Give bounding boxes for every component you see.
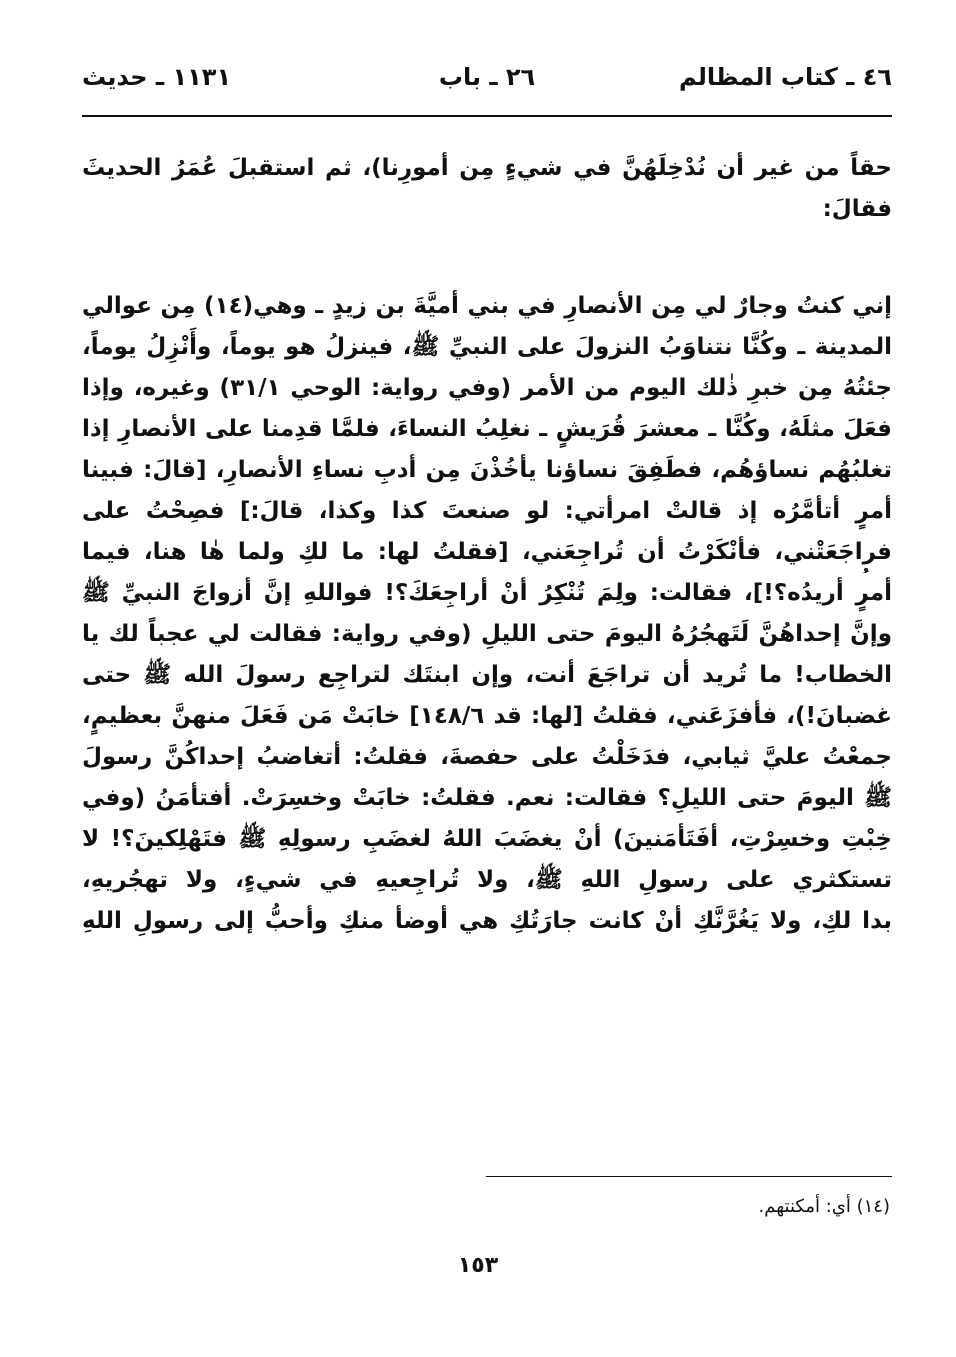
paragraph-2 — [82, 286, 892, 942]
text-line: ﷺ اليومَ حتى الليلِ؟ فقالت: نعم. فقلتُ: خابَتْ وخسِرَتْ. أفتأمَنُ (وفي — [82, 785, 892, 811]
header-book-title: ٤٦ ـ كتاب المظالم — [679, 63, 892, 91]
text-line: بدا لكِ، ولا يَغُرَّنَّكِ أنْ كانت جارَتُكِ هي أوضأ منكِ وأحبُّ إلى رسولِ اللهِ — [82, 908, 892, 934]
footnote: (١٤) أي: أمكنتهم. — [758, 1196, 890, 1217]
text-line: فقالَ: — [822, 196, 892, 222]
text-line: أمرٍ أريدُه؟!]، فقالت: ولِمَ تُنْكِرُ أنْ أراجِعَكَ؟! فواللهِ إنَّ أزواجَ النبيِّ ﷺ — [82, 580, 892, 606]
text-line: الخطاب! ما تُريد أن تراجَعَ أنت، وإن ابنتَك لتراجِع رسولَ الله ﷺ حتى — [82, 662, 892, 688]
paragraph-1 — [82, 148, 892, 230]
text-line: خِبْتِ وخسِرْتِ، أفَتَأمَنينَ) أنْ يغضَبَ اللهُ لغضَبِ رسولِهِ ﷺ فتَهْلِكينَ؟! لا — [82, 826, 892, 852]
text-line: تستكثري على رسولِ اللهِ ﷺ، ولا تُراجِعيهِ في شيءٍ، ولا تهجُريهِ، — [82, 867, 892, 893]
text-line: غضبانَ!)، فأفزَعَني، فقلتُ [لها: قد ١٤٨/٦] خابَتْ مَن فَعَلَ منهنَّ بعظيمٍ، — [82, 703, 892, 729]
text-line: إني كنتُ وجارٌ لي مِن الأنصارِ في بني أميَّةَ بن زيدٍ ـ وهي(١٤) مِن عوالي — [82, 293, 892, 319]
text-line: وإنَّ إحداهُنَّ لَتَهجُرُهُ اليومَ حتى الليلِ (وفي رواية: فقالت لي عجباً لك يا — [82, 621, 892, 647]
text-line: فراجَعَتْني، فأنْكَرْتُ أن تُراجِعَني، [فقلتُ لها: ما لكِ ولما هٰا هنا، فيما — [82, 539, 892, 565]
text-line: أمرٍ أتأمَّرُه إذ قالتْ امرأتي: لو صنعتَ كذا وكذا، قالَ:] فصِحْتُ على — [82, 498, 892, 524]
running-header — [82, 52, 892, 104]
text-line: فعَلَ مثلَهُ، وكُنَّا ـ معشرَ قُرَيشٍ ـ نغلِبُ النساءَ، فلمَّا قدِمنا على الأنصارِ إذا — [82, 416, 892, 442]
text-line: المدينة ـ وكُنَّا نتناوَبُ النزولَ على النبيِّ ﷺ، فينزلُ هو يوماً، وأَنْزِلُ يوماً، — [82, 334, 892, 360]
page-number: ١٥٣ — [457, 1253, 499, 1278]
header-chapter: ٢٦ ـ باب — [438, 63, 536, 91]
text-line: تغلبُهُم نساؤهُم، فطَفِقَ نساؤنا يأخُذْنَ مِن أدبِ نساءِ الأنصارِ، [قالَ: فبينا — [82, 457, 892, 483]
header-hadith-number: ١١٣١ ـ حديث — [82, 63, 232, 91]
header-divider — [82, 115, 892, 117]
footnote-divider — [486, 1176, 892, 1177]
text-line: جمعْتُ عليَّ ثيابي، فدَخَلْتُ على حفصةَ، فقلتُ: أتغاضبُ إحداكُنَّ رسولَ — [82, 744, 892, 770]
text-line: حقاً من غير أن نُدْخِلَهُنَّ في شيءٍ مِن أمورِنا)، ثم استقبلَ عُمَرُ الحديثَ — [82, 155, 892, 181]
text-line: جئتُهُ مِن خبرِ ذٰلك اليوم من الأمر (وفي رواية: الوحي ٣١/١) وغيره، وإذا — [82, 375, 892, 401]
